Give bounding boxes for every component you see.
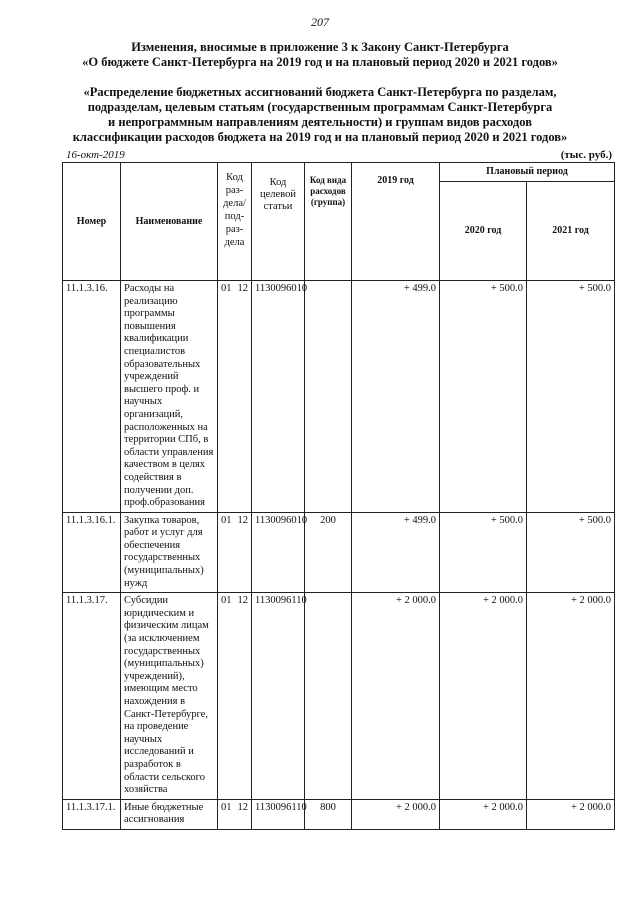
- row-target-code: 1130096010: [252, 512, 305, 593]
- table-row: [63, 281, 615, 513]
- col-header-name: Наименование: [121, 163, 218, 281]
- row-amount-2021: + 500.0: [527, 512, 615, 593]
- row-amount-2021: + 2 000.0: [527, 799, 615, 829]
- row-razdel: [218, 281, 252, 513]
- table-row: [63, 512, 615, 593]
- row-name: Иные бюджетные ассигнования: [121, 799, 218, 829]
- row-name: Субсидии юридическим и физическим лицам (за исключением государственных (муниципальных) учреждений), имеющим место нахождения в Санкт-Петербурге, на проведение научных исследований и разработок в области сельского хозяйства: [121, 593, 218, 800]
- row-vid-code: 200: [305, 512, 352, 593]
- row-amount-2019: + 2 000.0: [352, 593, 440, 800]
- document-subtitle: [40, 85, 600, 145]
- row-target-code: 1130096010: [252, 281, 305, 513]
- row-amount-2021: + 2 000.0: [527, 593, 615, 800]
- table-meta: [66, 149, 612, 162]
- col-header-target: Код целевой статьи: [252, 163, 305, 281]
- row-podrazdel-code: 12: [237, 595, 248, 607]
- row-vid-code: [305, 281, 352, 513]
- row-number: 11.1.3.17.: [63, 593, 121, 800]
- row-amount-2020: + 500.0: [440, 512, 527, 593]
- table-row: [63, 799, 615, 829]
- row-amount-2020: + 2 000.0: [440, 593, 527, 800]
- row-number: 11.1.3.17.1.: [63, 799, 121, 829]
- row-razdel: [218, 799, 252, 829]
- col-header-2020: 2020 год: [440, 182, 527, 281]
- row-razdel-code: 01: [221, 801, 232, 813]
- table-header-row: [63, 163, 615, 182]
- row-razdel: [218, 593, 252, 800]
- row-podrazdel-code: 12: [237, 801, 248, 813]
- subtitle-line-4: классификации расходов бюджета на 2019 год и на плановый период 2020 и 2021 годов»: [72, 130, 568, 144]
- col-header-number: Номер: [63, 163, 121, 281]
- budget-table: [62, 162, 615, 830]
- row-amount-2020: + 2 000.0: [440, 799, 527, 829]
- document-title: [40, 40, 600, 70]
- title-line-1: Изменения, вносимые в приложение 3 к Закону Санкт-Петербурга: [131, 40, 509, 54]
- row-name: Расходы на реализацию программы повышения квалификации специалистов образовательных учреждений высшего проф. и научных организаций, расположенных на территории СПб, в области управления качеством в целях содействия в получении доп. проф.образования: [121, 281, 218, 513]
- row-amount-2019: + 499.0: [352, 512, 440, 593]
- row-vid-code: 800: [305, 799, 352, 829]
- row-target-code: 1130096110: [252, 593, 305, 800]
- col-header-plan-period: Плановый период: [440, 163, 615, 182]
- row-amount-2021: + 500.0: [527, 281, 615, 513]
- page-number: 207: [311, 15, 329, 29]
- units-label: (тыс. руб.): [560, 149, 612, 161]
- col-header-2021: 2021 год: [527, 182, 615, 281]
- subtitle-line-1: «Распределение бюджетных ассигнований бюджета Санкт-Петербурга по разделам,: [83, 85, 557, 99]
- row-name: Закупка товаров, работ и услуг для обеспечения государственных (муниципальных) нужд: [121, 512, 218, 593]
- subtitle-line-3: и непрограммным направлениям деятельности) и группам видов расходов: [108, 115, 532, 129]
- table-row: [63, 593, 615, 800]
- col-header-razdel: Код раз- дела/ под- раз- дела: [218, 163, 252, 281]
- document-date: 16-окт-2019: [66, 149, 125, 161]
- row-vid-code: [305, 593, 352, 800]
- subtitle-line-2: подразделам, целевым статьям (государственным программам Санкт-Петербурга: [87, 100, 553, 114]
- row-amount-2020: + 500.0: [440, 281, 527, 513]
- row-amount-2019: + 499.0: [352, 281, 440, 513]
- row-number: 11.1.3.16.1.: [63, 512, 121, 593]
- row-target-code: 1130096110: [252, 799, 305, 829]
- row-number: 11.1.3.16.: [63, 281, 121, 513]
- row-podrazdel-code: 12: [237, 283, 248, 294]
- row-razdel-code: 01: [221, 514, 232, 526]
- row-podrazdel-code: 12: [237, 514, 248, 526]
- title-line-2: «О бюджете Санкт-Петербурга на 2019 год и на плановый период 2020 и 2021 годов»: [82, 55, 558, 69]
- col-header-2019: 2019 год: [352, 163, 440, 281]
- row-razdel: [218, 512, 252, 593]
- col-header-vid: Код вида расходов (группа): [305, 163, 352, 281]
- row-razdel-code: 01: [221, 283, 232, 294]
- row-razdel-code: 01: [221, 595, 232, 607]
- row-amount-2019: + 2 000.0: [352, 799, 440, 829]
